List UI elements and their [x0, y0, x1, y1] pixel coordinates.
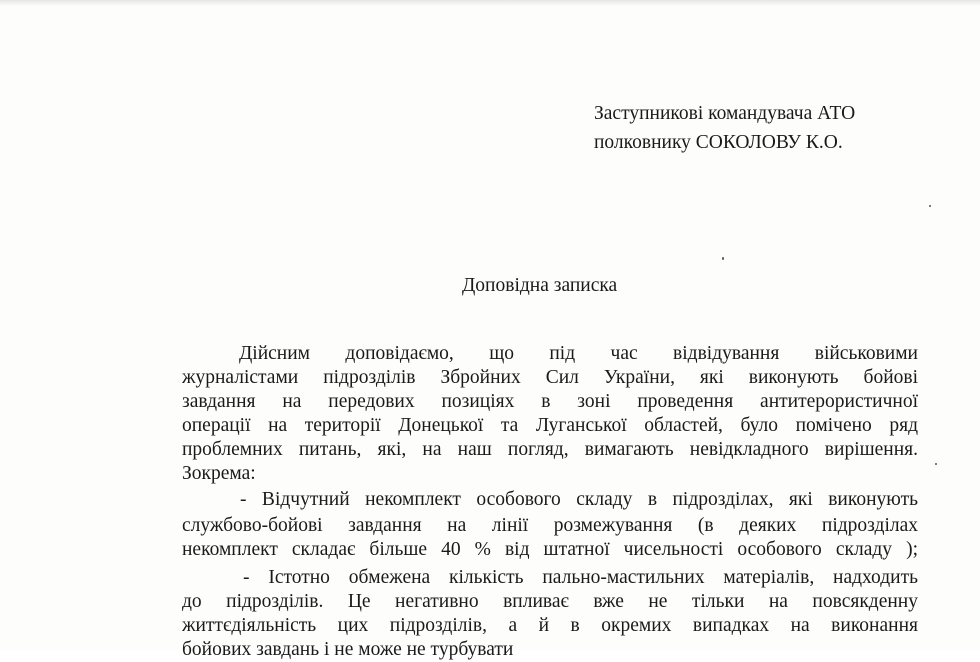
body-line-1: Дійсним доповідаємо, що під час відвідування військовими [239, 343, 918, 364]
addressee-line-2: полковнику СОКОЛОВУ К.О. [594, 132, 843, 153]
body-line-3: завдання на передових позиціях в зоні проведення антитерористичної [182, 391, 918, 412]
document-title: Доповідна записка [462, 275, 618, 296]
body-line-4: операції на території Донецької та Луганської областей, було помічено ряд [182, 415, 918, 436]
body-line-6: Зокрема: [182, 463, 256, 484]
body-line-10: - Істотно обмежена кількість пально-мастильних матеріалів, надходить [243, 567, 918, 588]
body-line-8: службово-бойові завдання на лінії розмежування (в деяких підрозділах [182, 515, 918, 536]
scan-speck [929, 205, 931, 207]
scan-edge [0, 0, 980, 6]
scan-speck [935, 463, 937, 465]
addressee-block [594, 99, 855, 157]
body-line-11: до підрозділів. Це негативно впливає вже не тільки на повсякденну [182, 591, 918, 612]
body-line-13: бойових завдань і не може не турбувати [182, 639, 514, 660]
body-line-2: журналістами підрозділів Збройних Сил України, які виконують бойові [182, 367, 918, 388]
body-line-7: - Відчутний некомплект особового складу в підрозділах, які виконують [240, 489, 918, 510]
body-line-12: життєдіяльність цих підрозділів, а й в окремих випадках на виконання [182, 615, 918, 636]
body-line-5: проблемних питань, які, на наш погляд, вимагають невідкладного вирішення. [182, 439, 918, 460]
body-line-9: некомплект складає більше 40 % від штатної чисельності особового складу ); [182, 539, 918, 560]
addressee-line-1: Заступникові командувача АТО [594, 103, 856, 124]
scan-speck [722, 257, 724, 260]
